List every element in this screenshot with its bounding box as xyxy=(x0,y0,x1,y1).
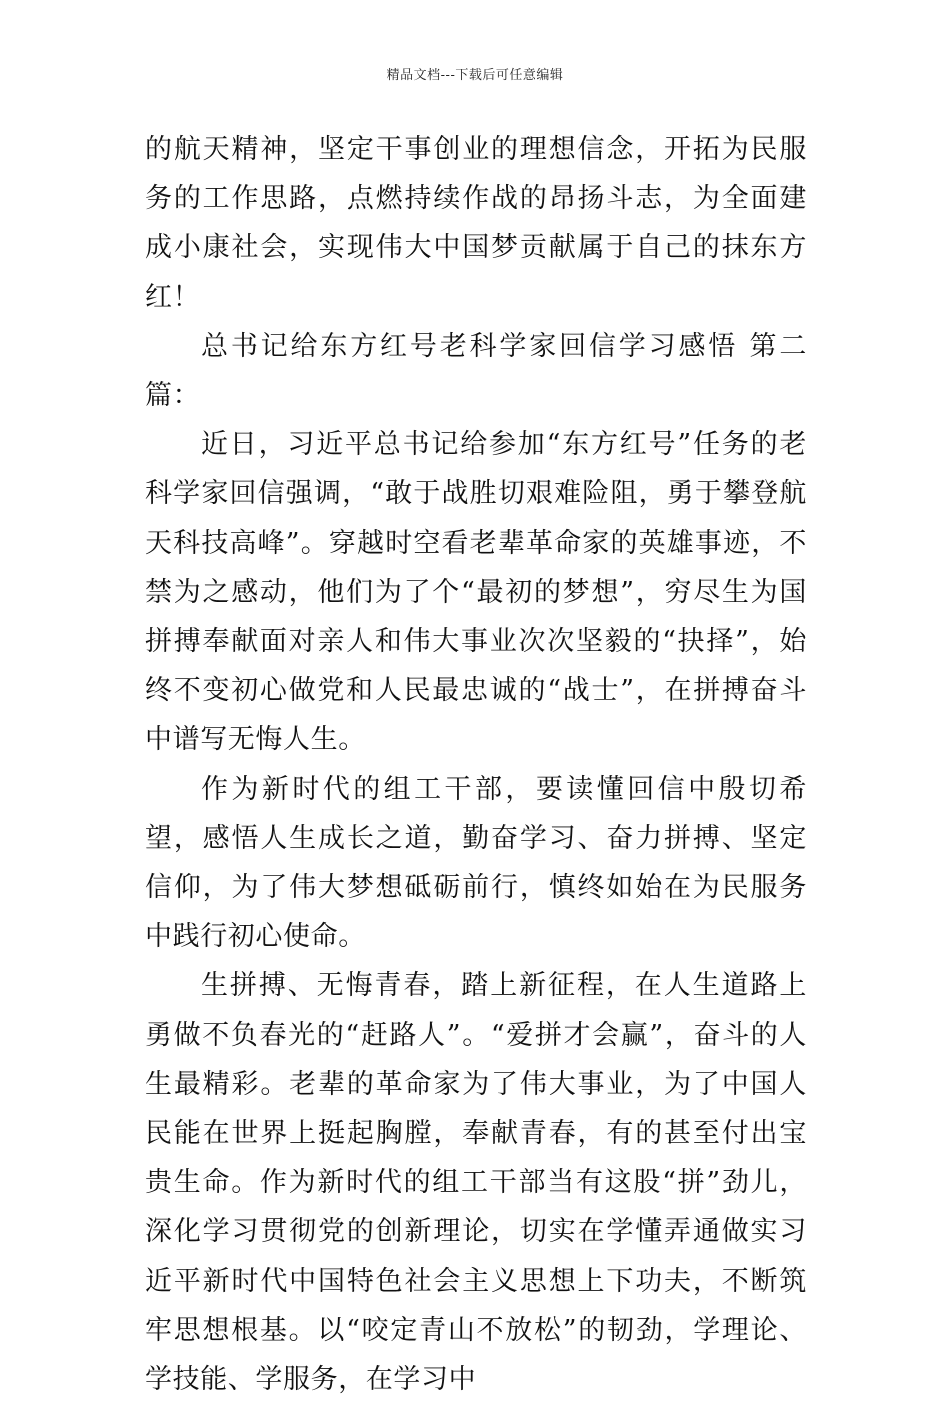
document-body xyxy=(145,125,807,1404)
section-heading: 总书记给东方红号老科学家回信学习感悟 第二篇： xyxy=(145,330,807,412)
page-header: 精品文档---下载后可任意编辑 xyxy=(386,68,564,83)
paragraph: 近日，习近平总书记给参加“东方红号”任务的老科学家回信强调，“敢于战胜切艰难险阻，勇于攀登航天科技高峰”。穿越时空看老辈革命家的英雄事迹，不禁为之感动，他们为了个“最初的梦想”，穷尽生为国拼搏奉献面对亲人和伟大事业次次坚毅的“抉择”，始终不变初心做党和人民最忠诚的“战士”，在拼搏奋斗中谱写无悔人生。 xyxy=(145,429,807,756)
paragraph: 作为新时代的组工干部，要读懂回信中殷切希望，感悟人生成长之道，勤奋学习、奋力拼搏、坚定信仰，为了伟大梦想砥砺前行，慎终如始在为民服务中践行初心使命。 xyxy=(145,773,807,953)
paragraph: 生拼搏、无悔青春，踏上新征程，在人生道路上勇做不负春光的“赶路人”。“爱拼才会赢”，奋斗的人生最精彩。老辈的革命家为了伟大事业，为了中国人民能在世界上挺起胸膛，奉献青春，有的甚至付出宝贵生命。作为新时代的组工干部当有这股“拼”劲儿，深化学习贯彻党的创新理论，切实在学懂弄通做实习近平新时代中国特色社会主义思想上下功夫，不断筑牢思想根基。以“咬定青山不放松”的韧劲，学理论、学技能、学服务，在学习中 xyxy=(145,970,807,1396)
paragraph-continuation: 的航天精神，坚定干事创业的理想信念，开拓为民服务的工作思路，点燃持续作战的昂扬斗志，为全面建成小康社会，实现伟大中国梦贡献属于自己的抹东方红！ xyxy=(145,134,807,313)
